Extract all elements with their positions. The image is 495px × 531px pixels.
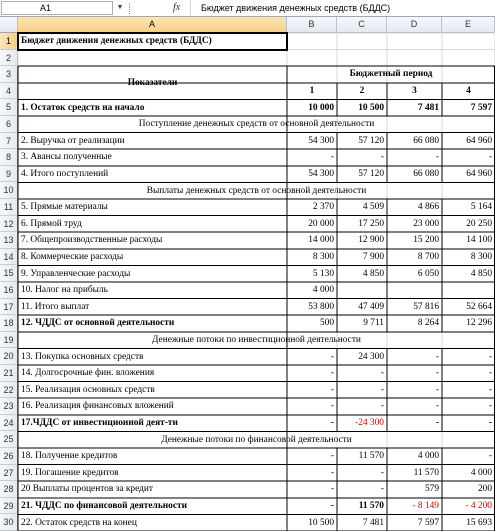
section-header-row-10[interactable]: Выплаты денежных средств от основной деятельности — [146, 185, 367, 196]
value-cell-15-e[interactable]: 4 850 — [470, 268, 492, 279]
value-cell-22-e[interactable]: - — [488, 384, 492, 395]
row-label-15[interactable]: 9. Управленческие расходы — [21, 268, 131, 279]
value-cell-12-c[interactable]: 17 250 — [358, 218, 384, 229]
value-cell-21-e[interactable]: - — [488, 368, 492, 379]
value-cell-13-e[interactable]: 14 100 — [466, 235, 492, 246]
row-label-13[interactable]: 7. Общепроизводственные расходы — [21, 235, 163, 246]
column-header-e[interactable]: E — [442, 17, 495, 33]
row-label-26[interactable]: 18. Получение кредитов — [21, 451, 118, 462]
value-cell-24-b[interactable]: - — [330, 418, 334, 429]
value-cell-21-c[interactable]: - — [380, 368, 384, 379]
row-header-3[interactable]: 3 — [0, 66, 18, 83]
row-header-6[interactable]: 6 — [0, 116, 18, 133]
row-label-20[interactable]: 13. Покупка основных средств — [21, 351, 144, 362]
row-header-30[interactable]: 30 — [0, 514, 18, 531]
row-header-14[interactable]: 14 — [0, 249, 18, 266]
value-cell-7-c[interactable]: 57 120 — [358, 135, 384, 146]
row-label-27[interactable]: 19. Погашение кредитов — [21, 467, 119, 478]
row-label-29[interactable]: 21. ЧДДС по финансовой деятельности — [21, 501, 188, 512]
value-cell-22-d[interactable]: - — [435, 384, 439, 395]
name-box[interactable]: A1 — [1, 1, 113, 15]
section-header-row-19[interactable]: Денежные потоки по инвестиционной деятельности — [152, 335, 361, 346]
row-label-22[interactable]: 15. Реализация основных средств — [21, 384, 155, 395]
header-period-2[interactable]: 2 — [359, 86, 365, 97]
value-cell-7-d[interactable]: 66 080 — [413, 135, 439, 146]
row-header-5[interactable]: 5 — [0, 99, 18, 116]
value-cell-11-e[interactable]: 5 164 — [470, 202, 492, 213]
row-label-11[interactable]: 5. Прямые материалы — [21, 202, 108, 213]
value-cell-11-b[interactable]: 2 370 — [312, 202, 334, 213]
value-cell-14-e[interactable]: 8 300 — [470, 252, 492, 263]
header-budget-period[interactable]: Бюджетный период — [349, 69, 433, 80]
value-cell-18-b[interactable]: 500 — [319, 318, 334, 329]
value-cell-29-d[interactable]: - 8 149 — [412, 501, 439, 512]
row-header-23[interactable]: 23 — [0, 398, 18, 415]
value-cell-5-b[interactable]: 10 000 — [308, 102, 334, 113]
value-cell-27-b[interactable]: - — [330, 467, 334, 478]
value-cell-8-e[interactable]: - — [488, 152, 492, 163]
row-label-7[interactable]: 2. Выручка от реализации — [21, 135, 125, 146]
value-cell-9-b[interactable]: 54 300 — [308, 169, 334, 180]
value-cell-28-d[interactable]: 579 — [424, 484, 439, 495]
value-cell-18-e[interactable]: 12 296 — [466, 318, 492, 329]
header-period-3[interactable]: 3 — [412, 86, 417, 97]
row-header-7[interactable]: 7 — [0, 133, 18, 150]
column-header-b[interactable]: B — [287, 17, 337, 33]
value-cell-29-c[interactable]: 11 570 — [358, 501, 384, 512]
row-header-13[interactable]: 13 — [0, 232, 18, 249]
row-header-9[interactable]: 9 — [0, 166, 18, 183]
formula-input[interactable]: Бюджет движения денежных средств (БДДС) — [190, 1, 493, 15]
section-header-row-25[interactable]: Денежные потоки по финансовой деятельности — [161, 434, 352, 445]
value-cell-15-d[interactable]: 6 050 — [417, 268, 439, 279]
name-box-dropdown-icon[interactable]: ▼ — [116, 4, 124, 11]
value-cell-12-e[interactable]: 20 250 — [466, 218, 492, 229]
value-cell-26-c[interactable]: 11 570 — [358, 451, 384, 462]
value-cell-17-d[interactable]: 57 816 — [413, 301, 439, 312]
value-cell-14-d[interactable]: 8 700 — [417, 252, 439, 263]
value-cell-8-c[interactable]: - — [380, 152, 384, 163]
row-label-5[interactable]: 1. Остаток средств на начало — [21, 102, 145, 113]
value-cell-17-b[interactable]: 53 800 — [308, 301, 334, 312]
value-cell-23-e[interactable]: - — [488, 401, 492, 412]
row-header-27[interactable]: 27 — [0, 465, 18, 482]
value-cell-20-c[interactable]: 24 300 — [358, 351, 384, 362]
row-header-28[interactable]: 28 — [0, 481, 18, 498]
value-cell-28-b[interactable]: - — [330, 484, 334, 495]
header-period-1[interactable]: 1 — [309, 86, 315, 97]
row-header-15[interactable]: 15 — [0, 265, 18, 282]
value-cell-27-d[interactable]: 11 570 — [413, 467, 439, 478]
header-period-4[interactable]: 4 — [466, 86, 471, 97]
column-header-c[interactable]: C — [337, 17, 387, 33]
value-cell-22-b[interactable]: - — [330, 384, 334, 395]
row-header-19[interactable]: 19 — [0, 332, 18, 349]
row-label-17[interactable]: 11. Итого выплат — [21, 301, 90, 312]
value-cell-13-b[interactable]: 14 000 — [308, 235, 334, 246]
value-cell-23-d[interactable]: - — [435, 401, 439, 412]
row-label-21[interactable]: 14. Долгосрочные фин. вложения — [21, 368, 155, 379]
value-cell-9-e[interactable]: 64 960 — [466, 169, 492, 180]
value-cell-27-e[interactable]: 4 000 — [470, 467, 492, 478]
value-cell-15-b[interactable]: 5 130 — [312, 268, 334, 279]
value-cell-30-d[interactable]: 7 597 — [417, 517, 439, 528]
value-cell-17-e[interactable]: 52 664 — [466, 301, 492, 312]
row-header-12[interactable]: 12 — [0, 216, 18, 233]
row-header-8[interactable]: 8 — [0, 149, 18, 166]
sheet-title[interactable]: Бюджет движения денежных средств (БДДС) — [21, 36, 212, 47]
row-header-17[interactable]: 17 — [0, 299, 18, 316]
value-cell-29-e[interactable]: - 4 200 — [465, 501, 492, 512]
value-cell-23-c[interactable]: - — [380, 401, 384, 412]
value-cell-17-c[interactable]: 47 409 — [358, 301, 384, 312]
row-header-18[interactable]: 18 — [0, 315, 18, 332]
value-cell-9-d[interactable]: 66 080 — [413, 169, 439, 180]
row-label-28[interactable]: 20 Выплаты процентов за кредит — [21, 484, 154, 495]
value-cell-5-e[interactable]: 7 597 — [470, 102, 492, 113]
value-cell-8-d[interactable]: - — [435, 152, 439, 163]
row-header-26[interactable]: 26 — [0, 448, 18, 465]
value-cell-24-d[interactable]: - — [435, 418, 439, 429]
value-cell-14-c[interactable]: 7 900 — [362, 252, 384, 263]
row-label-8[interactable]: 3. Авансы полученные — [21, 152, 112, 163]
value-cell-18-c[interactable]: 9 711 — [363, 318, 384, 329]
value-cell-11-c[interactable]: 4 509 — [362, 202, 384, 213]
value-cell-26-b[interactable]: - — [330, 451, 334, 462]
row-label-23[interactable]: 16. Реализация финансовых вложений — [21, 401, 174, 412]
value-cell-12-d[interactable]: 23 000 — [413, 218, 439, 229]
insert-function-icon[interactable]: fx — [173, 2, 181, 13]
row-header-1[interactable]: 1 — [0, 33, 18, 50]
value-cell-20-e[interactable]: - — [488, 351, 492, 362]
value-cell-23-b[interactable]: - — [330, 401, 334, 412]
row-label-18[interactable]: 12. ЧДДС от основной деятельности — [21, 318, 175, 329]
row-header-24[interactable]: 24 — [0, 415, 18, 432]
value-cell-12-b[interactable]: 20 000 — [308, 218, 334, 229]
value-cell-5-d[interactable]: 7 481 — [417, 102, 439, 113]
value-cell-18-d[interactable]: 8 264 — [417, 318, 439, 329]
value-cell-8-b[interactable]: - — [330, 152, 334, 163]
value-cell-21-d[interactable]: - — [435, 368, 439, 379]
value-cell-24-e[interactable]: - — [488, 418, 492, 429]
value-cell-16-e[interactable] — [442, 282, 495, 299]
row-header-2[interactable]: 2 — [0, 50, 18, 67]
value-cell-16-c[interactable] — [337, 282, 387, 299]
value-cell-24-c[interactable]: -24 300 — [355, 418, 384, 429]
value-cell-26-d[interactable]: 4 000 — [417, 451, 439, 462]
section-header-row-6[interactable]: Поступление денежных средств от основной деятельности — [138, 119, 375, 130]
value-cell-14-b[interactable]: 8 300 — [312, 252, 334, 263]
row-label-14[interactable]: 8. Коммерческие расходы — [21, 252, 124, 263]
value-cell-28-e[interactable]: 200 — [477, 484, 492, 495]
row-header-10[interactable]: 10 — [0, 182, 18, 199]
value-cell-16-b[interactable]: 4 000 — [312, 285, 334, 296]
row-header-25[interactable]: 25 — [0, 431, 18, 448]
row-header-21[interactable]: 21 — [0, 365, 18, 382]
value-cell-15-c[interactable]: 4 850 — [362, 268, 384, 279]
value-cell-11-d[interactable]: 4 866 — [417, 202, 439, 213]
value-cell-20-d[interactable]: - — [435, 351, 439, 362]
row-label-12[interactable]: 6. Прямой труд — [21, 218, 82, 229]
row-header-16[interactable]: 16 — [0, 282, 18, 299]
column-header-a[interactable]: A — [18, 17, 287, 33]
row-header-29[interactable]: 29 — [0, 498, 18, 515]
value-cell-13-d[interactable]: 15 200 — [413, 235, 439, 246]
value-cell-30-b[interactable]: 10 500 — [308, 517, 334, 528]
value-cell-26-e[interactable]: - — [488, 451, 492, 462]
value-cell-22-c[interactable]: - — [380, 384, 384, 395]
row-header-4[interactable]: 4 — [0, 83, 18, 100]
value-cell-20-b[interactable]: - — [330, 351, 334, 362]
value-cell-30-c[interactable]: 7 481 — [362, 517, 384, 528]
value-cell-9-c[interactable]: 57 120 — [358, 169, 384, 180]
value-cell-16-d[interactable] — [387, 282, 442, 299]
row-header-11[interactable]: 11 — [0, 199, 18, 216]
row-header-20[interactable]: 20 — [0, 348, 18, 365]
row-header-22[interactable]: 22 — [0, 382, 18, 399]
value-cell-13-c[interactable]: 12 900 — [358, 235, 384, 246]
value-cell-5-c[interactable]: 10 500 — [358, 102, 384, 113]
row-label-16[interactable]: 10. Налог на прибыль — [21, 285, 108, 296]
row-label-24[interactable]: 17.ЧДДС от инвестиционной деят-ти — [21, 418, 178, 429]
value-cell-30-e[interactable]: 15 693 — [466, 517, 492, 528]
value-cell-28-c[interactable]: - — [380, 484, 384, 495]
row-label-30[interactable]: 22. Остаток средств на конец — [21, 517, 137, 528]
value-cell-27-c[interactable]: - — [380, 467, 384, 478]
header-indicators[interactable]: Показатели — [127, 77, 178, 88]
column-header-d[interactable]: D — [387, 17, 442, 33]
value-cell-21-b[interactable]: - — [330, 368, 334, 379]
value-cell-7-e[interactable]: 64 960 — [466, 135, 492, 146]
value-cell-29-b[interactable]: - — [330, 501, 334, 512]
row-label-9[interactable]: 4. Итого поступлений — [21, 169, 109, 180]
value-cell-7-b[interactable]: 54 300 — [308, 135, 334, 146]
